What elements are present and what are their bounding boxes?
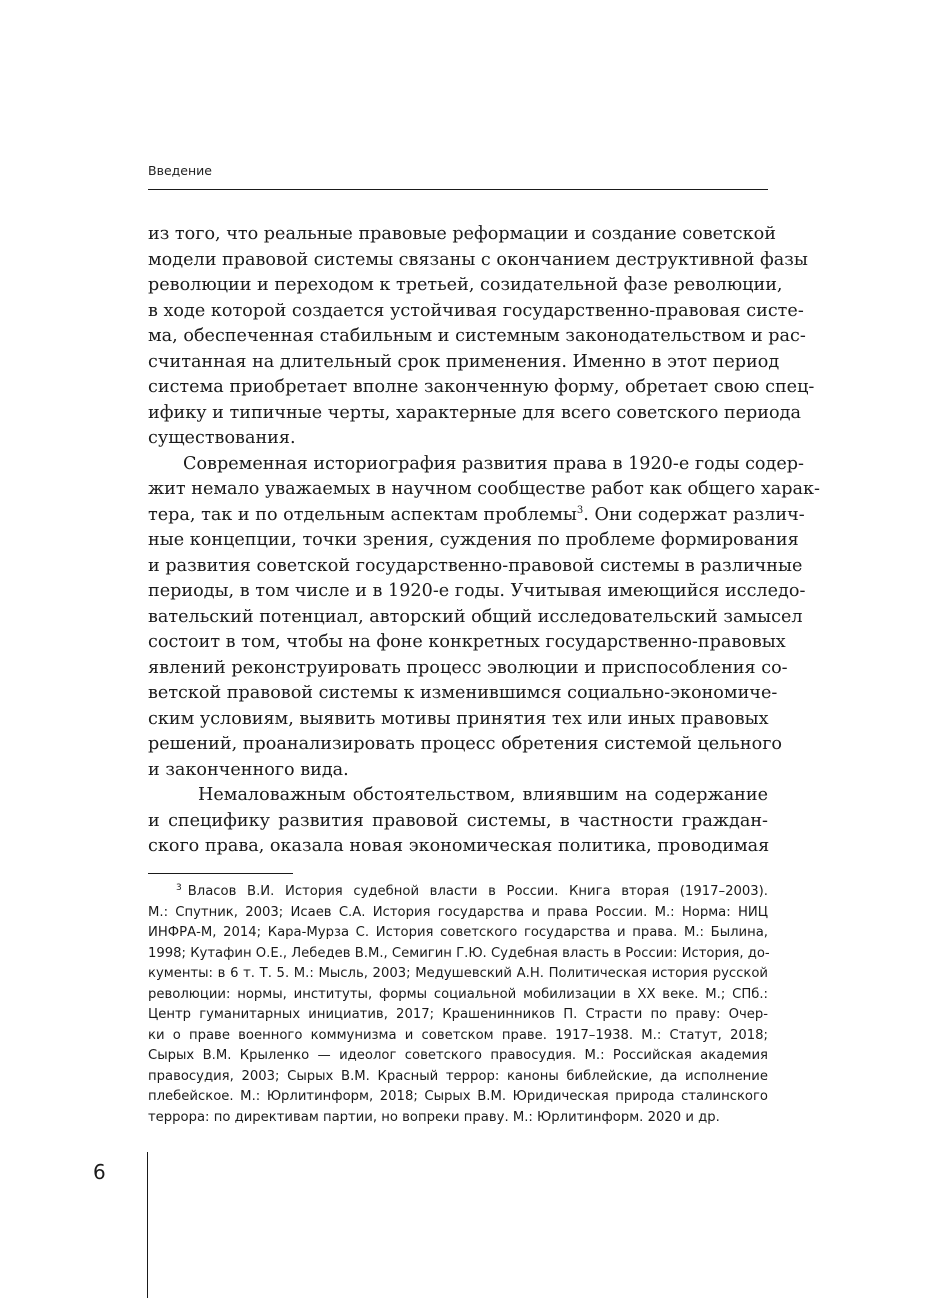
text-line: революции и переходом к третьей, созидательной фазе революции, [148, 275, 783, 295]
text-line: решений, проанализировать процесс обретения системой цельного [148, 734, 783, 754]
footnote [148, 882, 768, 1128]
text-line [148, 503, 805, 529]
running-head-title: Введение [148, 163, 212, 178]
text-line: система приобретает вполне законченную форму, обретает свою спец- [148, 377, 815, 397]
text-line: модели правовой системы связаны с окончанием деструктивной фазы [148, 249, 808, 270]
paragraph-2 [148, 452, 820, 784]
footnote-text: Власов В.И. История судебной власти в России. Книга вторая (1917–2003). [187, 884, 768, 899]
text-segment: тера, так и по отдельным аспектам проблемы [148, 504, 577, 525]
footnote-line: кументы: в 6 т. Т. 5. М.: Мысль, 2003; Медушевский А.Н. Политическая история русской [148, 966, 768, 981]
paragraph-3 [148, 783, 768, 860]
footnote-line: террора: по директивам партии, но вопреки праву. М.: Юрлитинформ. 2020 и др. [148, 1109, 720, 1125]
text-line: из того, что реальные правовые реформации и создание советской [148, 224, 776, 244]
footnote-line: правосудия, 2003; Сырых В.М. Красный террор: каноны библейские, да исполнение [148, 1068, 768, 1084]
footnote-number: 3 [176, 882, 182, 893]
footnote-line: ки о праве военного коммунизма и советском праве. 1917–1938. М.: Статут, 2018; [148, 1027, 768, 1043]
text-line: состоит в том, чтобы на фоне конкретных государственно-правовых [148, 632, 786, 652]
footnote-separator [148, 873, 293, 874]
text-segment: . Они содержат различ- [583, 504, 805, 525]
header-rule [148, 189, 768, 190]
text-line: считанная на длительный срок применения. Именно в этот период [148, 351, 780, 372]
footnote-line: 1998; Кутафин О.Е., Лебедев В.М., Семигин Г.Ю. Судебная власть в России: История, до- [148, 945, 770, 961]
text-line: ные концепции, точки зрения, суждения по проблеме формирования [148, 530, 799, 550]
text-line: ским условиям, выявить мотивы принятия тех или иных правовых [148, 708, 769, 729]
text-line: и законченного вида. [148, 759, 349, 780]
text-line: ма, обеспеченная стабильным и системным законодательством и рас- [148, 326, 806, 346]
footnote-line: М.: Спутник, 2003; Исаев С.А. История государства и права России. М.: Норма: НИЦ [148, 904, 768, 920]
text-line: вательский потенциал, авторский общий исследовательский замысел [148, 606, 803, 627]
text-line: ского права, оказала новая экономическая политика, проводимая [148, 836, 770, 856]
text-line: жит немало уважаемых в научном сообществе работ как общего харак- [148, 479, 820, 499]
text-line: и специфику развития правовой системы, в частности граждан- [148, 810, 768, 831]
text-line: Современная историография развития права в 1920-е годы содер- [183, 453, 804, 474]
footnote-reference[interactable]: 3 [576, 504, 584, 516]
footnote-line [148, 882, 768, 903]
text-line: Немаловажным обстоятельством, влиявшим на содержание [198, 785, 768, 805]
footnote-line: ИНФРА-М, 2014; Кара-Мурза С. История советского государства и права. М.: Былина, [148, 925, 768, 940]
page-number: 6 [93, 1160, 106, 1184]
main-text [148, 222, 820, 860]
text-line: явлений реконструировать процесс эволюции и приспособления со- [148, 657, 788, 678]
text-line: ветской правовой системы к изменившимся социально-экономиче- [148, 683, 778, 703]
text-line: периоды, в том числе и в 1920-е годы. Учитывая имеющийся исследо- [148, 581, 806, 601]
footnote-line: Сырых В.М. Крыленко — идеолог советского правосудия. М.: Российская академия [148, 1048, 768, 1063]
text-line: в ходе которой создается устойчивая государственно-правовая систе- [148, 300, 804, 321]
footnote-line: Центр гуманитарных инициатив, 2017; Крашенинников П. Страсти по праву: Очер- [148, 1007, 768, 1022]
margin-rule [147, 1152, 148, 1298]
text-line: и развития советской государственно-правовой системы в различные [148, 555, 803, 576]
text-line: существования. [148, 428, 296, 448]
text-line: ифику и типичные черты, характерные для всего советского периода [148, 402, 801, 423]
paragraph-1 [148, 222, 815, 452]
footnote-line: плебейское. М.: Юрлитинформ, 2018; Сырых В.М. Юридическая природа сталинского [148, 1089, 768, 1104]
footnote-line: революции: нормы, институты, формы социальной мобилизации в XX веке. М.; СПб.: [148, 986, 768, 1002]
